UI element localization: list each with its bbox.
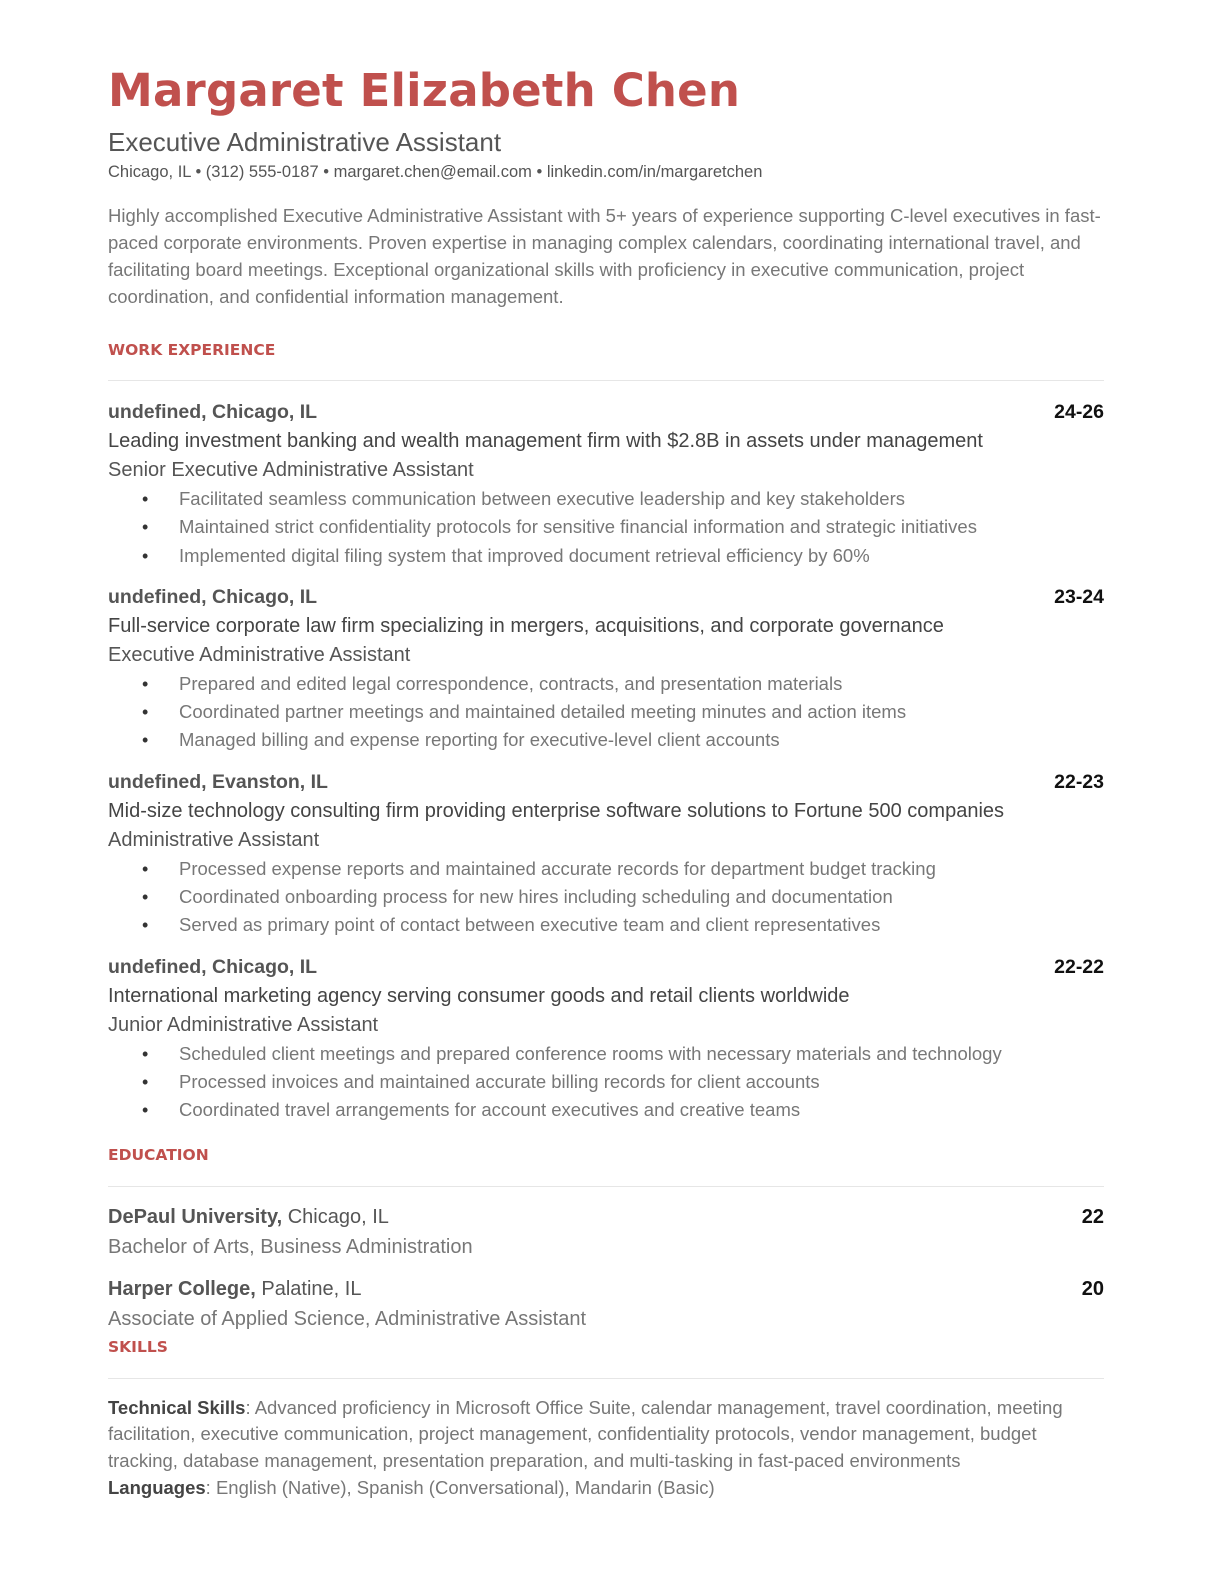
section-divider — [108, 1378, 1104, 1379]
job-entry — [108, 953, 1104, 1125]
job-bullet: • Processed expense reports and maintained accurate records for department budget tracking — [108, 855, 1104, 883]
job-bullet: • Facilitated seamless communication between executive leadership and key stakeholders — [108, 485, 1104, 513]
graduation-year: 22 — [1081, 1205, 1104, 1228]
resume-page — [108, 62, 1104, 1501]
graduation-year: 20 — [1081, 1277, 1104, 1300]
job-bullet: • Prepared and edited legal correspondence, contracts, and presentation materials — [108, 670, 1104, 698]
job-role: Executive Administrative Assistant — [108, 643, 411, 666]
languages — [108, 1475, 1104, 1502]
degree: Bachelor of Arts, Business Administration — [108, 1235, 473, 1258]
school-name: Harper College, — [108, 1277, 256, 1300]
company-description: Full-service corporate law firm specializing in mergers, acquisitions, and corporate governance — [108, 614, 944, 637]
job-bullet: • Processed invoices and maintained accurate billing records for client accounts — [108, 1068, 1104, 1096]
job-bullet: • Scheduled client meetings and prepared conference rooms with necessary materials and technology — [108, 1040, 1104, 1068]
job-company: undefined, Evanston, IL — [108, 770, 328, 793]
candidate-name: Margaret Elizabeth Chen — [108, 64, 741, 117]
company-description: International marketing agency serving consumer goods and retail clients worldwide — [108, 984, 850, 1007]
job-role: Junior Administrative Assistant — [108, 1013, 379, 1036]
technical-skills — [108, 1395, 1104, 1475]
job-entry — [108, 768, 1104, 940]
job-company: undefined, Chicago, IL — [108, 585, 318, 608]
professional-summary: Highly accomplished Executive Administrative Assistant with 5+ years of experience supporting C-level executives in fast-paced corporate environments. Proven expertise in managing complex calendars, coordinating international travel, and facilitating board meetings. Exceptional organizational skills with proficiency in executive communication, project coordination, and confidential information management. — [108, 205, 1101, 307]
technical-skills-label: Technical Skills — [108, 1396, 246, 1418]
job-bullet: • Implemented digital filing system that improved document retrieval efficiency by 60% — [108, 542, 1104, 570]
job-bullets — [108, 485, 1104, 570]
job-bullet: • Managed billing and expense reporting for executive-level client accounts — [108, 726, 1104, 754]
company-description: Leading investment banking and wealth management firm with $2.8B in assets under management — [108, 430, 983, 452]
skills-heading: SKILLS — [108, 1337, 168, 1356]
education-entry — [108, 1202, 1104, 1262]
education-heading: EDUCATION — [108, 1145, 209, 1164]
languages-text: : English (Native), Spanish (Conversational), Mandarin (Basic) — [205, 1476, 715, 1498]
job-bullet: • Coordinated travel arrangements for account executives and creative teams — [108, 1096, 1104, 1124]
school-name: DePaul University, — [108, 1205, 283, 1228]
school-location: Chicago, IL — [287, 1205, 389, 1228]
job-company: undefined, Chicago, IL — [108, 955, 318, 978]
company-description: Mid-size technology consulting firm providing enterprise software solutions to Fortune 500 companies — [108, 799, 1005, 822]
job-bullet: • Coordinated partner meetings and maintained detailed meeting minutes and action items — [108, 698, 1104, 726]
job-dates: 23-24 — [1054, 585, 1104, 608]
job-bullets — [108, 670, 1104, 755]
education-entry — [108, 1274, 1104, 1334]
job-role: Administrative Assistant — [108, 828, 320, 851]
job-dates: 22-22 — [1054, 955, 1104, 978]
job-bullet: • Served as primary point of contact between executive team and client representatives — [108, 911, 1104, 939]
school-location: Palatine, IL — [261, 1277, 362, 1300]
job-bullet: • Maintained strict confidentiality protocols for sensitive financial information and strategic initiatives — [108, 513, 1104, 541]
job-dates: 22-23 — [1054, 770, 1104, 793]
languages-label: Languages — [108, 1476, 206, 1498]
section-divider — [108, 380, 1104, 381]
job-company: undefined, Chicago, IL — [108, 401, 318, 423]
candidate-title: Executive Administrative Assistant — [108, 127, 502, 157]
job-bullet: • Coordinated onboarding process for new hires including scheduling and documentation — [108, 883, 1104, 911]
technical-skills-text: : Advanced proficiency in Microsoft Office Suite, calendar management, travel coordination, meeting facilitation, executive communication, project management, confidentiality protocols, vendor management, budget tracking, database management, presentation preparation, and multi-tasking in fast-paced environments — [108, 1396, 1063, 1471]
skills-block — [108, 1395, 1104, 1502]
contact-line: Chicago, IL • (312) 555-0187 • margaret.chen@email.com • linkedin.com/in/margaretchen — [108, 163, 763, 181]
work-experience-heading: WORK EXPERIENCE — [108, 341, 276, 359]
job-dates: 24-26 — [1054, 401, 1104, 423]
job-bullets — [108, 1040, 1104, 1125]
job-entry — [108, 583, 1104, 755]
job-bullets — [108, 855, 1104, 940]
section-divider — [108, 1186, 1104, 1187]
job-entry — [108, 398, 1104, 570]
job-role: Senior Executive Administrative Assistant — [108, 459, 474, 481]
degree: Associate of Applied Science, Administrative Assistant — [108, 1307, 587, 1330]
